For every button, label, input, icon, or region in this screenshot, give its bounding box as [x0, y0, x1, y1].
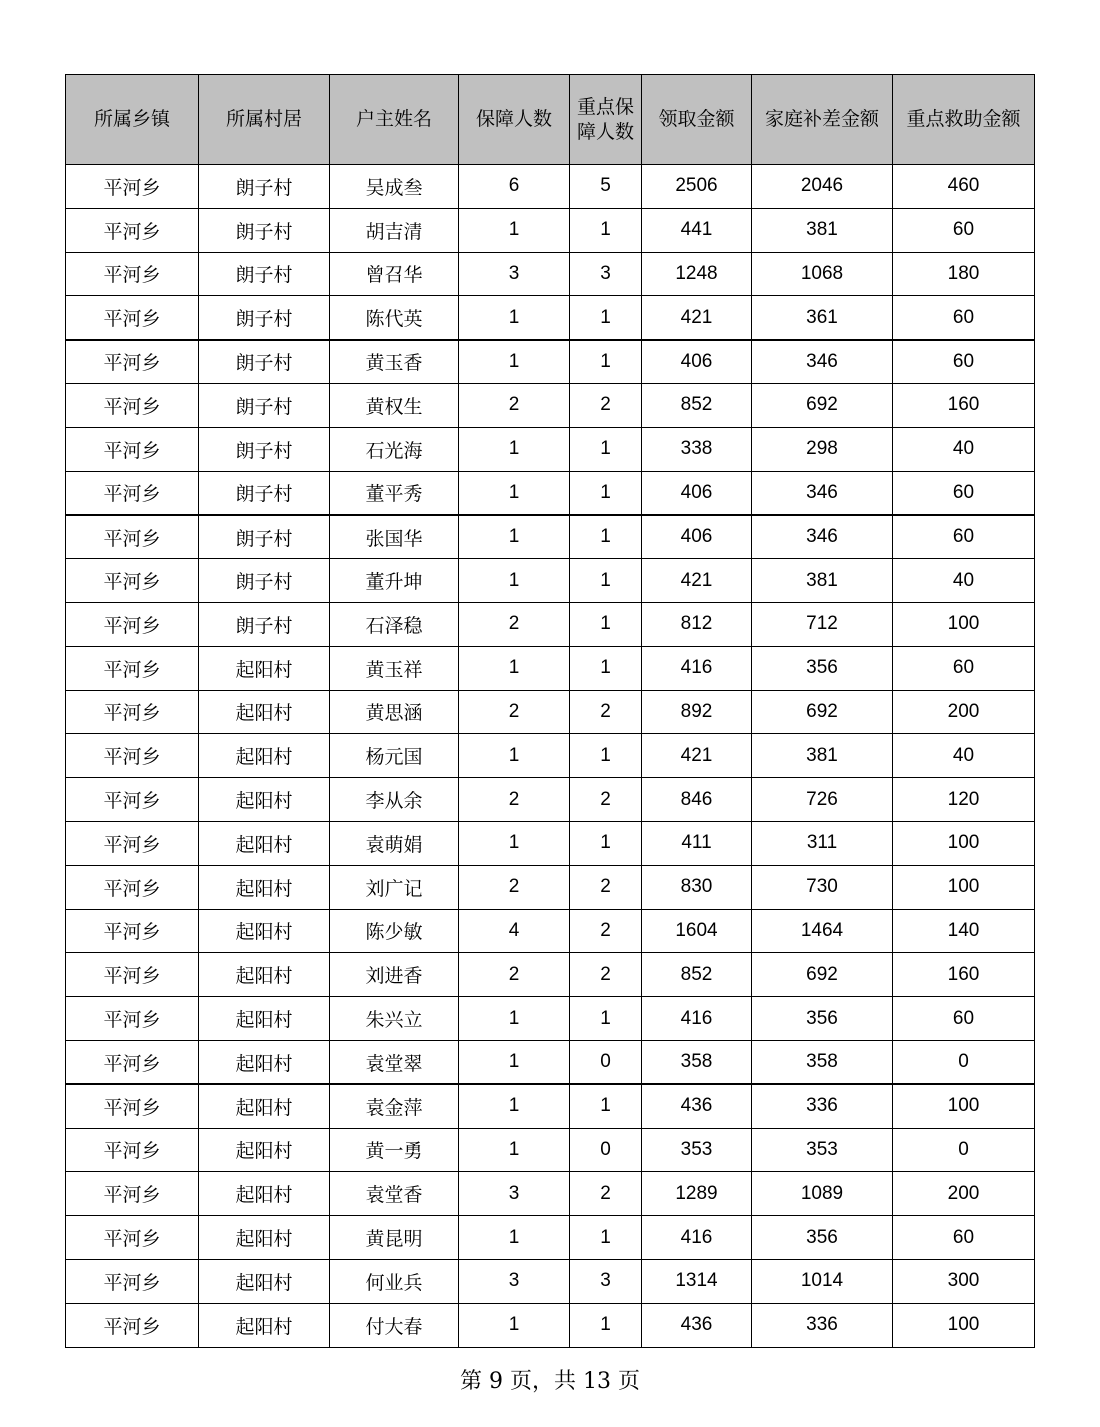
cell-town: 平河乡 — [66, 865, 199, 909]
cell-householder: 何业兵 — [330, 1259, 459, 1303]
table-row — [66, 208, 1035, 252]
cell-town: 平河乡 — [66, 602, 199, 646]
cell-village: 朗子村 — [199, 208, 330, 252]
cell-village: 起阳村 — [199, 1303, 330, 1347]
cell-covered-count: 6 — [459, 165, 570, 209]
cell-covered-count: 1 — [459, 471, 570, 515]
cell-town: 平河乡 — [66, 1040, 199, 1084]
cell-covered-count: 1 — [459, 208, 570, 252]
table-row — [66, 471, 1035, 515]
cell-householder: 刘广记 — [330, 865, 459, 909]
cell-householder: 袁堂香 — [330, 1172, 459, 1216]
cell-key-covered-count: 1 — [570, 1216, 642, 1260]
cell-family-subsidy: 712 — [752, 602, 893, 646]
cell-family-subsidy: 356 — [752, 1216, 893, 1260]
cell-covered-count: 1 — [459, 1216, 570, 1260]
cell-family-subsidy: 692 — [752, 383, 893, 427]
header-village: 所属村居 — [199, 75, 330, 165]
cell-key-covered-count: 1 — [570, 340, 642, 384]
cell-family-subsidy: 336 — [752, 1084, 893, 1128]
cell-key-relief: 100 — [893, 821, 1035, 865]
cell-amount: 353 — [642, 1128, 752, 1172]
cell-key-relief: 160 — [893, 383, 1035, 427]
cell-family-subsidy: 692 — [752, 690, 893, 734]
cell-town: 平河乡 — [66, 340, 199, 384]
cell-family-subsidy: 692 — [752, 953, 893, 997]
cell-village: 起阳村 — [199, 734, 330, 778]
cell-householder: 陈少敏 — [330, 909, 459, 953]
cell-key-covered-count: 1 — [570, 1303, 642, 1347]
cell-amount: 406 — [642, 340, 752, 384]
header-key-covered-count: 重点保障人数 — [570, 75, 642, 165]
cell-town: 平河乡 — [66, 427, 199, 471]
cell-town: 平河乡 — [66, 515, 199, 559]
cell-key-relief: 200 — [893, 1172, 1035, 1216]
cell-family-subsidy: 730 — [752, 865, 893, 909]
cell-key-covered-count: 1 — [570, 1084, 642, 1128]
cell-village: 朗子村 — [199, 340, 330, 384]
cell-amount: 416 — [642, 997, 752, 1041]
cell-town: 平河乡 — [66, 383, 199, 427]
cell-key-covered-count: 1 — [570, 997, 642, 1041]
cell-householder: 付大春 — [330, 1303, 459, 1347]
cell-householder: 曾召华 — [330, 252, 459, 296]
cell-town: 平河乡 — [66, 953, 199, 997]
cell-town: 平河乡 — [66, 208, 199, 252]
cell-family-subsidy: 1068 — [752, 252, 893, 296]
cell-amount: 416 — [642, 646, 752, 690]
cell-town: 平河乡 — [66, 252, 199, 296]
cell-covered-count: 2 — [459, 953, 570, 997]
table-row — [66, 909, 1035, 953]
cell-householder: 董平秀 — [330, 471, 459, 515]
cell-householder: 袁萌娟 — [330, 821, 459, 865]
cell-village: 朗子村 — [199, 296, 330, 340]
cell-village: 朗子村 — [199, 515, 330, 559]
table-row — [66, 821, 1035, 865]
cell-key-covered-count: 1 — [570, 646, 642, 690]
cell-key-relief: 100 — [893, 865, 1035, 909]
cell-householder: 黄玉香 — [330, 340, 459, 384]
cell-key-covered-count: 3 — [570, 1259, 642, 1303]
cell-village: 起阳村 — [199, 1040, 330, 1084]
table-row — [66, 1128, 1035, 1172]
cell-householder: 陈代英 — [330, 296, 459, 340]
cell-covered-count: 3 — [459, 252, 570, 296]
cell-town: 平河乡 — [66, 690, 199, 734]
cell-householder: 李从余 — [330, 778, 459, 822]
cell-town: 平河乡 — [66, 646, 199, 690]
cell-householder: 袁金萍 — [330, 1084, 459, 1128]
cell-family-subsidy: 381 — [752, 734, 893, 778]
cell-key-covered-count: 1 — [570, 208, 642, 252]
cell-covered-count: 1 — [459, 646, 570, 690]
header-householder: 户主姓名 — [330, 75, 459, 165]
cell-family-subsidy: 298 — [752, 427, 893, 471]
cell-key-relief: 100 — [893, 1303, 1035, 1347]
header-key-relief: 重点救助金额 — [893, 75, 1035, 165]
cell-town: 平河乡 — [66, 165, 199, 209]
cell-amount: 852 — [642, 953, 752, 997]
cell-covered-count: 1 — [459, 515, 570, 559]
cell-amount: 812 — [642, 602, 752, 646]
cell-key-relief: 60 — [893, 646, 1035, 690]
cell-householder: 黄一勇 — [330, 1128, 459, 1172]
data-table — [65, 74, 1035, 1348]
table-body — [66, 165, 1035, 1348]
cell-key-relief: 180 — [893, 252, 1035, 296]
cell-covered-count: 1 — [459, 821, 570, 865]
cell-key-covered-count: 3 — [570, 252, 642, 296]
cell-covered-count: 3 — [459, 1259, 570, 1303]
cell-village: 朗子村 — [199, 383, 330, 427]
cell-town: 平河乡 — [66, 1303, 199, 1347]
cell-key-covered-count: 2 — [570, 778, 642, 822]
cell-householder: 黄权生 — [330, 383, 459, 427]
cell-amount: 1604 — [642, 909, 752, 953]
cell-householder: 石光海 — [330, 427, 459, 471]
cell-village: 起阳村 — [199, 1128, 330, 1172]
cell-key-covered-count: 1 — [570, 471, 642, 515]
cell-village: 朗子村 — [199, 559, 330, 603]
cell-key-covered-count: 2 — [570, 690, 642, 734]
cell-covered-count: 4 — [459, 909, 570, 953]
cell-covered-count: 1 — [459, 734, 570, 778]
cell-covered-count: 3 — [459, 1172, 570, 1216]
cell-key-relief: 200 — [893, 690, 1035, 734]
cell-town: 平河乡 — [66, 1216, 199, 1260]
table-row — [66, 1303, 1035, 1347]
cell-village: 起阳村 — [199, 821, 330, 865]
cell-amount: 406 — [642, 471, 752, 515]
cell-key-relief: 60 — [893, 515, 1035, 559]
header-amount: 领取金额 — [642, 75, 752, 165]
cell-key-covered-count: 1 — [570, 515, 642, 559]
cell-village: 朗子村 — [199, 427, 330, 471]
cell-householder: 朱兴立 — [330, 997, 459, 1041]
cell-key-covered-count: 2 — [570, 909, 642, 953]
cell-village: 起阳村 — [199, 690, 330, 734]
cell-key-relief: 0 — [893, 1040, 1035, 1084]
cell-covered-count: 1 — [459, 340, 570, 384]
cell-covered-count: 1 — [459, 559, 570, 603]
header-row — [66, 75, 1035, 165]
table-row — [66, 559, 1035, 603]
cell-covered-count: 1 — [459, 1084, 570, 1128]
table-row — [66, 690, 1035, 734]
cell-key-relief: 100 — [893, 602, 1035, 646]
cell-family-subsidy: 353 — [752, 1128, 893, 1172]
table-row — [66, 865, 1035, 909]
cell-key-relief: 60 — [893, 208, 1035, 252]
table-row — [66, 646, 1035, 690]
cell-amount: 421 — [642, 296, 752, 340]
cell-covered-count: 1 — [459, 997, 570, 1041]
cell-key-relief: 40 — [893, 734, 1035, 778]
table-row — [66, 1259, 1035, 1303]
cell-key-covered-count: 5 — [570, 165, 642, 209]
cell-town: 平河乡 — [66, 471, 199, 515]
cell-family-subsidy: 311 — [752, 821, 893, 865]
cell-householder: 黄思涵 — [330, 690, 459, 734]
cell-amount: 1314 — [642, 1259, 752, 1303]
cell-village: 起阳村 — [199, 1259, 330, 1303]
cell-amount: 892 — [642, 690, 752, 734]
cell-key-relief: 100 — [893, 1084, 1035, 1128]
table-row — [66, 602, 1035, 646]
cell-covered-count: 1 — [459, 1040, 570, 1084]
cell-family-subsidy: 381 — [752, 208, 893, 252]
cell-amount: 411 — [642, 821, 752, 865]
cell-amount: 406 — [642, 515, 752, 559]
cell-family-subsidy: 381 — [752, 559, 893, 603]
cell-householder: 黄昆明 — [330, 1216, 459, 1260]
cell-family-subsidy: 361 — [752, 296, 893, 340]
table-row — [66, 1172, 1035, 1216]
cell-covered-count: 2 — [459, 778, 570, 822]
page-footer: 第 9 页，共 13 页 — [460, 1369, 640, 1394]
cell-key-relief: 60 — [893, 340, 1035, 384]
table-row — [66, 1084, 1035, 1128]
cell-householder: 刘进香 — [330, 953, 459, 997]
header-family-subsidy: 家庭补差金额 — [752, 75, 893, 165]
cell-amount: 846 — [642, 778, 752, 822]
cell-key-covered-count: 2 — [570, 953, 642, 997]
cell-key-relief: 60 — [893, 997, 1035, 1041]
cell-householder: 董升坤 — [330, 559, 459, 603]
cell-town: 平河乡 — [66, 909, 199, 953]
cell-key-covered-count: 2 — [570, 383, 642, 427]
cell-family-subsidy: 356 — [752, 646, 893, 690]
cell-key-covered-count: 2 — [570, 1172, 642, 1216]
cell-family-subsidy: 1089 — [752, 1172, 893, 1216]
table-row — [66, 383, 1035, 427]
cell-town: 平河乡 — [66, 559, 199, 603]
cell-amount: 338 — [642, 427, 752, 471]
cell-covered-count: 1 — [459, 427, 570, 471]
cell-householder: 袁堂翠 — [330, 1040, 459, 1084]
cell-covered-count: 2 — [459, 602, 570, 646]
cell-amount: 358 — [642, 1040, 752, 1084]
cell-village: 起阳村 — [199, 953, 330, 997]
cell-family-subsidy: 726 — [752, 778, 893, 822]
cell-key-relief: 60 — [893, 296, 1035, 340]
cell-key-covered-count: 1 — [570, 734, 642, 778]
table-row — [66, 165, 1035, 209]
cell-amount: 1248 — [642, 252, 752, 296]
cell-family-subsidy: 2046 — [752, 165, 893, 209]
cell-key-relief: 40 — [893, 427, 1035, 471]
cell-key-relief: 120 — [893, 778, 1035, 822]
cell-key-covered-count: 2 — [570, 865, 642, 909]
cell-town: 平河乡 — [66, 778, 199, 822]
cell-key-relief: 0 — [893, 1128, 1035, 1172]
header-covered-count: 保障人数 — [459, 75, 570, 165]
cell-covered-count: 1 — [459, 1303, 570, 1347]
cell-amount: 830 — [642, 865, 752, 909]
cell-key-covered-count: 1 — [570, 821, 642, 865]
cell-key-covered-count: 1 — [570, 559, 642, 603]
table-row — [66, 427, 1035, 471]
cell-amount: 852 — [642, 383, 752, 427]
cell-town: 平河乡 — [66, 1128, 199, 1172]
cell-family-subsidy: 346 — [752, 471, 893, 515]
cell-key-covered-count: 1 — [570, 602, 642, 646]
table-row — [66, 515, 1035, 559]
cell-village: 起阳村 — [199, 865, 330, 909]
table-row — [66, 778, 1035, 822]
cell-village: 朗子村 — [199, 252, 330, 296]
cell-householder: 石泽稳 — [330, 602, 459, 646]
cell-family-subsidy: 358 — [752, 1040, 893, 1084]
table-row — [66, 252, 1035, 296]
cell-town: 平河乡 — [66, 821, 199, 865]
cell-town: 平河乡 — [66, 734, 199, 778]
cell-family-subsidy: 1014 — [752, 1259, 893, 1303]
cell-amount: 436 — [642, 1303, 752, 1347]
cell-covered-count: 1 — [459, 1128, 570, 1172]
cell-key-relief: 460 — [893, 165, 1035, 209]
cell-key-relief: 40 — [893, 559, 1035, 603]
cell-family-subsidy: 356 — [752, 997, 893, 1041]
cell-town: 平河乡 — [66, 1172, 199, 1216]
cell-amount: 436 — [642, 1084, 752, 1128]
cell-covered-count: 2 — [459, 865, 570, 909]
cell-householder: 胡吉清 — [330, 208, 459, 252]
cell-family-subsidy: 1464 — [752, 909, 893, 953]
cell-key-covered-count: 1 — [570, 427, 642, 471]
cell-amount: 441 — [642, 208, 752, 252]
cell-key-covered-count: 1 — [570, 296, 642, 340]
cell-village: 起阳村 — [199, 997, 330, 1041]
cell-householder: 张国华 — [330, 515, 459, 559]
cell-covered-count: 1 — [459, 296, 570, 340]
cell-key-relief: 300 — [893, 1259, 1035, 1303]
cell-family-subsidy: 346 — [752, 515, 893, 559]
cell-village: 朗子村 — [199, 165, 330, 209]
table-row — [66, 1216, 1035, 1260]
table-row — [66, 997, 1035, 1041]
cell-amount: 421 — [642, 734, 752, 778]
table-row — [66, 734, 1035, 778]
cell-amount: 1289 — [642, 1172, 752, 1216]
cell-amount: 421 — [642, 559, 752, 603]
cell-key-covered-count: 0 — [570, 1128, 642, 1172]
table-row — [66, 953, 1035, 997]
cell-family-subsidy: 346 — [752, 340, 893, 384]
cell-covered-count: 2 — [459, 383, 570, 427]
table-row — [66, 1040, 1035, 1084]
cell-key-relief: 140 — [893, 909, 1035, 953]
cell-town: 平河乡 — [66, 1084, 199, 1128]
table-header — [66, 75, 1035, 165]
cell-householder: 黄玉祥 — [330, 646, 459, 690]
cell-key-relief: 160 — [893, 953, 1035, 997]
cell-householder: 吴成叁 — [330, 165, 459, 209]
cell-key-covered-count: 0 — [570, 1040, 642, 1084]
cell-village: 朗子村 — [199, 602, 330, 646]
cell-village: 起阳村 — [199, 646, 330, 690]
cell-householder: 杨元国 — [330, 734, 459, 778]
cell-family-subsidy: 336 — [752, 1303, 893, 1347]
cell-village: 起阳村 — [199, 1216, 330, 1260]
cell-town: 平河乡 — [66, 1259, 199, 1303]
cell-covered-count: 2 — [459, 690, 570, 734]
cell-key-relief: 60 — [893, 471, 1035, 515]
cell-village: 起阳村 — [199, 909, 330, 953]
cell-village: 起阳村 — [199, 1084, 330, 1128]
cell-amount: 416 — [642, 1216, 752, 1260]
cell-village: 起阳村 — [199, 1172, 330, 1216]
table-row — [66, 340, 1035, 384]
cell-amount: 2506 — [642, 165, 752, 209]
cell-village: 起阳村 — [199, 778, 330, 822]
cell-town: 平河乡 — [66, 296, 199, 340]
cell-key-relief: 60 — [893, 1216, 1035, 1260]
cell-town: 平河乡 — [66, 997, 199, 1041]
table-row — [66, 296, 1035, 340]
cell-village: 朗子村 — [199, 471, 330, 515]
header-town: 所属乡镇 — [66, 75, 199, 165]
